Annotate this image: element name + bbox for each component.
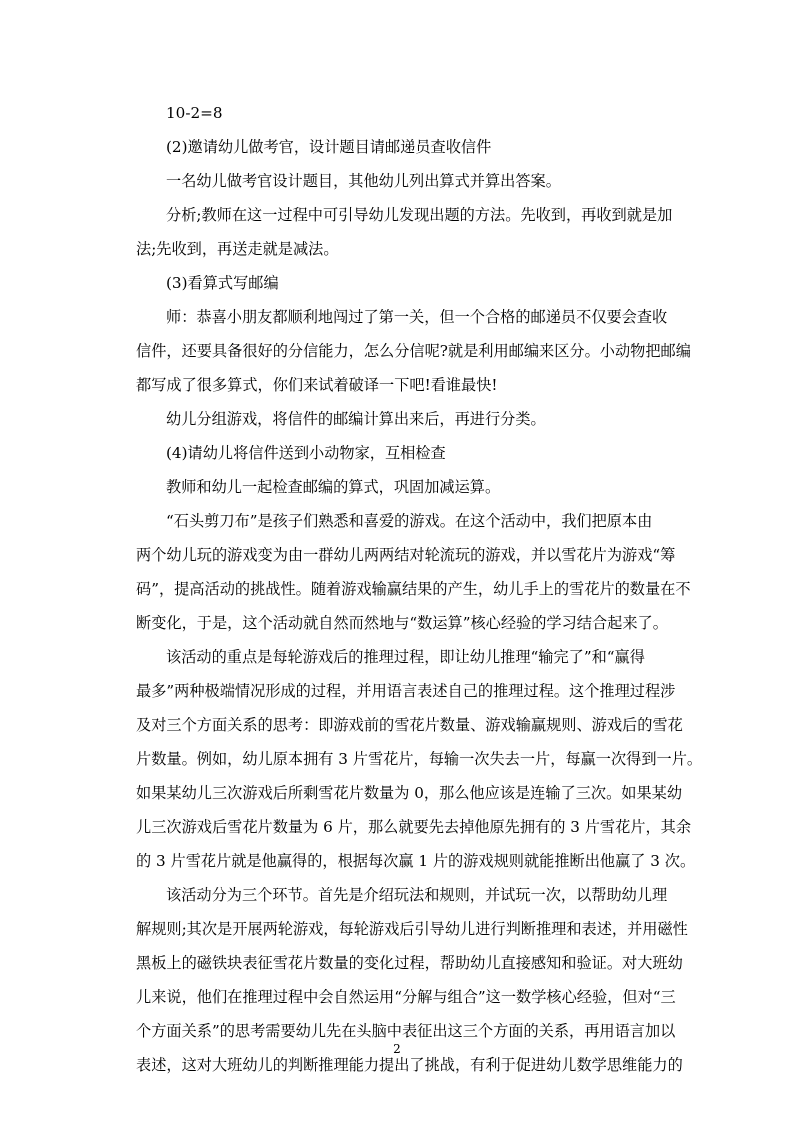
page-number: 2 [393,1042,401,1056]
text-line: 个方面关系”的思考需要幼儿先在头脑中表征出这三个方面的关系，再用语言加以 [136,1022,676,1040]
text-line: 及对三个方面关系的思考：即游戏前的雪花片数量、游戏输赢规则、游戏后的雪花 [136,716,683,734]
text-line: 都写成了很多算式，你们来试着破译一下吧!看谁最快! [136,376,498,394]
text-line: 该活动的重点是每轮游戏后的推理过程，即让幼儿推理“输完了”和“赢得 [166,648,645,666]
text-line: 该活动分为三个环节。首先是介绍玩法和规则，并试玩一次，以帮助幼儿理 [166,886,668,904]
text-line: 黑板上的磁铁块表征雪花片数量的变化过程，帮助幼儿直接感知和验证。对大班幼 [136,954,683,972]
text-line: (2)邀请幼儿做考官，设计题目请邮递员查收信件 [166,138,492,156]
text-line: 幼儿分组游戏，将信件的邮编计算出来后，再进行分类。 [166,410,546,428]
text-line: 如果某幼儿三次游戏后所剩雪花片数量为 0，那么他应该是连输了三次。如果某幼 [136,784,683,802]
text-line: 法;先收到，再送走就是减法。 [136,240,339,258]
text-line: 表述，这对大班幼儿的判断推理能力提出了挑战，有利于促进幼儿数学思维能力的 [136,1056,683,1074]
text-line: 片数量。例如，幼儿原本拥有 3 片雪花片，每输一次失去一片，每赢一次得到一片。 [136,750,702,768]
document-body [136,96,702,1082]
text-line: “石头剪刀布”是孩子们熟悉和喜爱的游戏。在这个活动中，我们把原本由 [166,512,653,530]
text-line: 的 3 片雪花片就是他赢得的，根据每次赢 1 片的游戏规则就能推断出他赢了 3 次。 [136,852,696,870]
text-line: 信件，还要具备很好的分信能力，怎么分信呢?就是利用邮编来区分。小动物把邮编 [136,342,691,360]
text-line: (3)看算式写邮编 [166,274,279,292]
text-line: 教师和幼儿一起检查邮编的算式，巩固加减运算。 [166,478,501,496]
text-line: 分析;教师在这一过程中可引导幼儿发现出题的方法。先收到，再收到就是加 [166,206,673,224]
text-line: 师：恭喜小朋友都顺利地闯过了第一关，但一个合格的邮递员不仅要会查收 [166,308,668,326]
text-line: 儿三次游戏后雪花片数量为 6 片，那么就要先去掉他原先拥有的 3 片雪花片，其余 [136,818,692,836]
text-line: (4)请幼儿将信件送到小动物家，互相检查 [166,444,446,462]
text-line: 解规则;其次是开展两轮游戏，每轮游戏后引导幼儿进行判断推理和表述，并用磁性 [136,920,688,938]
text-line: 10-2=8 [166,104,223,122]
text-line: 最多”两种极端情况形成的过程，并用语言表述自己的推理过程。这个推理过程涉 [136,682,676,700]
text-line: 儿来说，他们在推理过程中会自然运用“分解与组合”这一数学核心经验，但对“三 [136,988,676,1006]
text-line: 码”，提高活动的挑战性。随着游戏输赢结果的产生，幼儿手上的雪花片的数量在不 [136,580,691,598]
text-line: 一名幼儿做考官设计题目，其他幼儿列出算式并算出答案。 [166,172,561,190]
text-line: 断变化，于是，这个活动就自然而然地与“数运算”核心经验的学习结合起来了。 [136,614,668,632]
text-line: 两个幼儿玩的游戏变为由一群幼儿两两结对轮流玩的游戏，并以雪花片为游戏“筹 [136,546,676,564]
